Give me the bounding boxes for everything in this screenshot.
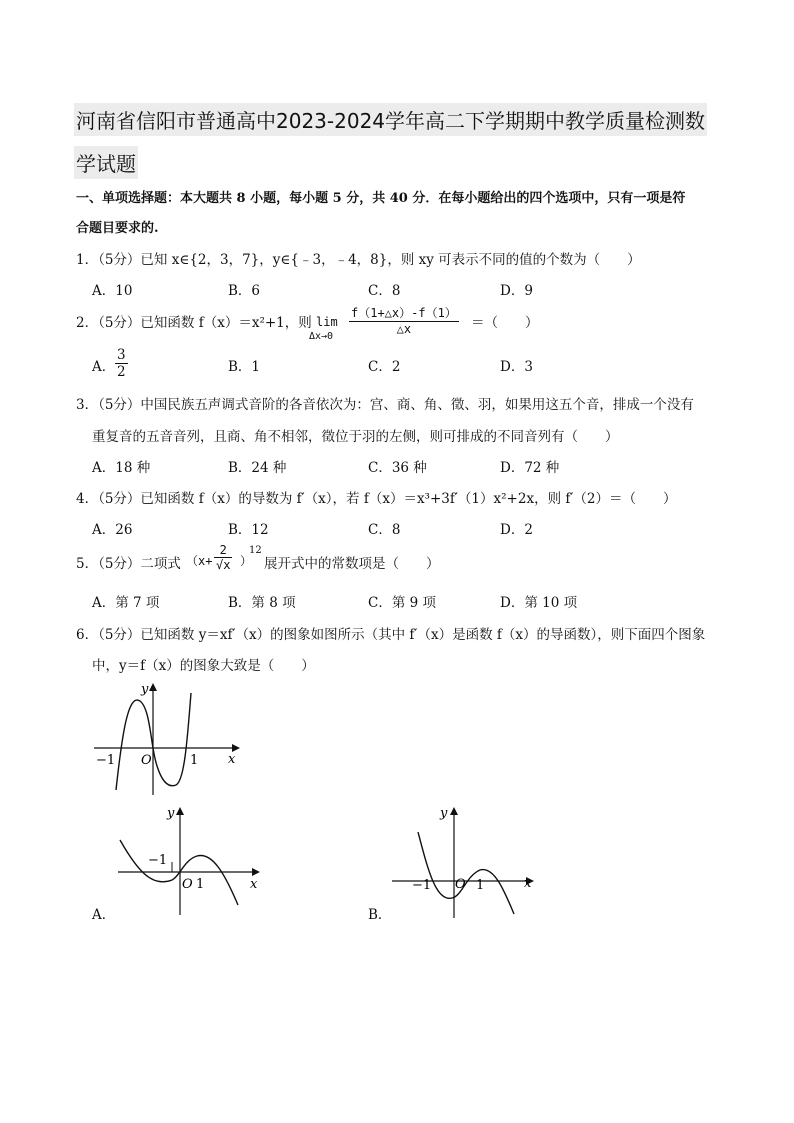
question-2-stem: 2．（5分）已知函数 f（x）＝x²+1，则	[76, 315, 312, 331]
page-title-line1: 河南省信阳市普通高中2023-2024学年高二下学期期中教学质量检测数	[74, 103, 707, 136]
x-axis-arrow	[252, 868, 260, 876]
question-1-stem: 1．（5分）已知 x∈{2，3，7}，y∈{﹣3，﹣4，8}，则 xy 可表示不同的值的个数为（ ）	[76, 252, 641, 268]
question-6-option-b: B．	[368, 907, 392, 923]
question-5-stem-prefix: 5．（5分）二项式	[76, 556, 181, 572]
question-6-stem-line2: 中，y＝f（x）的图象大致是（ ）	[92, 658, 315, 674]
option-b-graph	[386, 800, 546, 920]
y-axis-label: y	[167, 806, 175, 821]
question-4-stem: 4．（5分）已知函数 f（x）的导数为 f′（x），若 f（x）＝x³+3f′（1）x²+2x，则 f′（2）＝（ ）	[76, 491, 677, 507]
x-axis-label: x	[250, 877, 258, 892]
option-a-graph	[112, 800, 272, 920]
x-axis-label: x	[524, 876, 532, 891]
question-1-option-b: B．6	[228, 283, 261, 299]
x-axis-arrow	[232, 744, 240, 752]
limit-symbol: lim	[316, 315, 338, 329]
question-5-stem-suffix: 展开式中的常数项是（ ）	[264, 556, 440, 572]
question-3-stem-line2: 重复音的五音音列，且商、角不相邻，徵位于羽的左侧，则可排成的不同音列有（ ）	[92, 429, 619, 445]
y-axis-label: y	[141, 682, 149, 697]
question-4-option-b: B．12	[228, 522, 269, 538]
question-3-stem-line1: 3．（5分）中国民族五声调式音阶的各音依次为：宫、商、角、徵、羽，如果用这五个音，排成一个没有	[76, 397, 694, 413]
question-5-option-a: A．第 7 项	[92, 595, 160, 611]
tick-neg1-label: −1	[412, 878, 432, 893]
question-6-stem-line1: 6．（5分）已知函数 y＝xf′（x）的图象如图所示（其中 f′（x）是函数 f（x）的导函数），则下面四个图象	[76, 627, 706, 643]
tick-neg1-label: −1	[148, 853, 168, 868]
tick-1-label: 1	[190, 753, 199, 768]
question-3-option-a: A．18 种	[92, 460, 151, 476]
curve	[418, 832, 514, 914]
question-2-stem-suffix: ＝（ ）	[471, 315, 539, 331]
limit-subscript: Δx→0	[309, 331, 334, 342]
binomial-exponent: 12	[249, 545, 262, 556]
question-6-option-a: A．	[92, 907, 116, 923]
question-5-option-b: B．第 8 项	[228, 595, 296, 611]
fraction-numerator: f（1+△x）-f（1）	[351, 306, 457, 320]
option-a-numerator: 3	[117, 347, 126, 363]
tick-neg1-label: −1	[96, 753, 116, 768]
binomial-close: ）	[240, 554, 253, 568]
question-4-option-d: D．2	[500, 522, 533, 538]
tick-1-label: 1	[476, 878, 485, 893]
question-5-option-d: D．第 10 项	[500, 595, 578, 611]
question-2-option-d: D．3	[500, 359, 533, 375]
binomial-denominator: √x	[216, 558, 231, 572]
difference-quotient-fraction	[349, 304, 459, 336]
option-a-denominator: 2	[117, 364, 126, 380]
fraction-denominator: △x	[396, 322, 412, 336]
section-heading-line2: 合题目要求的.	[76, 221, 159, 236]
question-4-option-a: A．26	[92, 522, 133, 538]
y-axis-arrow	[149, 683, 157, 691]
question-1-option-d: D．9	[500, 283, 533, 299]
question-4-option-c: C．8	[368, 522, 401, 538]
question-1-option-c: C．8	[368, 283, 401, 299]
binomial-fraction	[214, 543, 232, 572]
question-5-option-c: C．第 9 项	[368, 595, 437, 611]
question-2-option-a-fraction	[115, 347, 128, 380]
question-3-option-c: C．36 种	[368, 460, 427, 476]
question-2-option-b: B．1	[228, 359, 261, 375]
binomial-numerator: 2	[214, 543, 232, 558]
question-3-option-b: B．24 种	[228, 460, 287, 476]
y-axis-arrow	[176, 807, 184, 815]
x-axis-label: x	[228, 752, 236, 767]
origin-label: O	[182, 877, 193, 892]
question-2-option-a-label: A．	[92, 359, 116, 375]
y-axis-arrow	[450, 807, 458, 815]
question-6-main-graph	[88, 675, 248, 800]
origin-label: O	[141, 753, 152, 768]
question-2-option-c: C．2	[368, 359, 401, 375]
origin-label: O	[455, 877, 466, 892]
y-axis-label: y	[440, 806, 448, 821]
question-3-option-d: D．72 种	[500, 460, 560, 476]
binomial-open: （x+	[186, 554, 213, 568]
tick-1-label: 1	[196, 877, 205, 892]
page-title-line2: 学试题	[74, 146, 138, 179]
section-heading-line1: 一、单项选择题：本大题共 8 小题，每小题 5 分，共 40 分．在每小题给出的四个选项中，只有一项是符	[76, 191, 686, 206]
question-1-option-a: A．10	[92, 283, 133, 299]
